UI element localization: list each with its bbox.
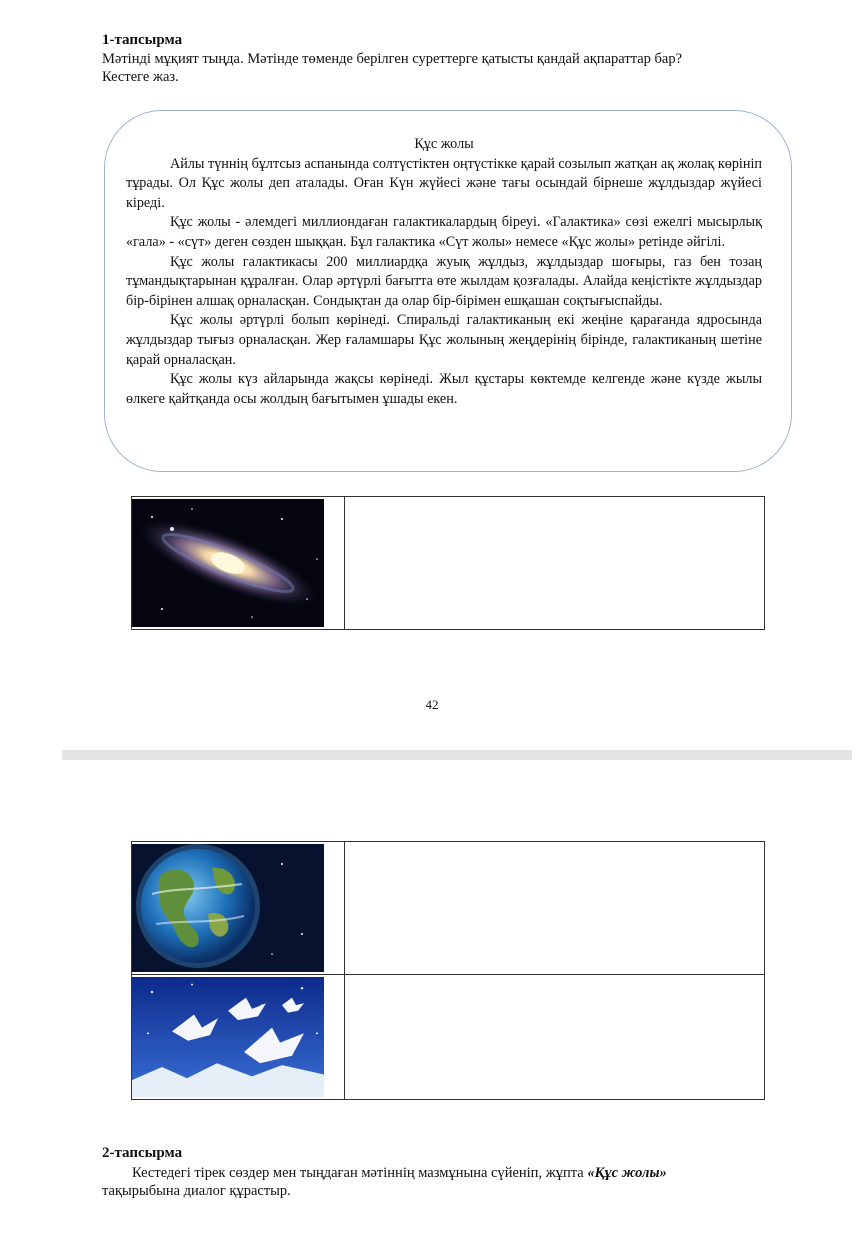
passage-paragraph: Құс жолы - әлемдегі миллиондаған галактикалардың біреуі. «Галактика» сөзі ежелгі мысырлық «гала» - «сүт» деген сөзден шыққан. Бұл галактика «Сүт жолы» немесе «Құс жолы» ретінде әйгілі.	[126, 214, 762, 250]
table-row	[132, 975, 765, 1100]
task1-title: 1-тапсырма	[102, 32, 183, 48]
answer-cell[interactable]	[345, 842, 765, 975]
image-cell	[132, 842, 345, 975]
task2-topic: «Құс жолы»	[587, 1165, 667, 1181]
passage-paragraph: Құс жолы әртүрлі болып көрінеді. Спиральді галактиканың екі жеңіне қарағанда ядросында жұлдыздар тығыз орналасқан. Жер ғаламшары Құс жолының жеңдерінің бірінде, галактиканың шетіне қарай орналасқан.	[126, 312, 762, 368]
table-row	[132, 842, 765, 975]
answer-cell[interactable]	[345, 497, 765, 630]
answer-table-2	[131, 841, 765, 1100]
passage	[126, 135, 762, 409]
passage-paragraph: Айлы түннің бұлтсыз аспанында солтүстіктен оңтүстікке қарай созылып жатқан ақ жолақ көрініп тұрады. Ол Құс жолы деп аталады. Оған Күн жүйесі және тағы осындай бірнеше жұлдыздар жүйесі кіреді.	[126, 155, 762, 211]
earth-image	[132, 844, 324, 972]
task2-text-part1: Кестедегі тірек сөздер мен тыңдаған мәтіннің мазмұнына сүйеніп, жұпта	[132, 1165, 588, 1181]
passage-title: Құс жолы	[414, 136, 474, 152]
task1-instruction-line1: Мәтінді мұқият тыңда. Мәтінде төменде берілген суреттерге қатысты қандай ақпараттар бар?	[102, 51, 683, 67]
passage-paragraph: Құс жолы күз айларында жақсы көрінеді. Жыл құстары көктемде келгенде және күзде жылы өлкеге қайтқанда осы жолдың бағытымен ұшады екен.	[126, 371, 762, 407]
galaxy-image	[132, 499, 324, 627]
image-cell	[132, 975, 345, 1100]
page-separator	[62, 750, 852, 760]
table-row	[132, 497, 765, 630]
task2-instruction	[102, 1164, 792, 1200]
task2-text-part2: тақырыбына диалог құрастыр.	[102, 1183, 291, 1199]
image-cell	[132, 497, 345, 630]
page-2	[0, 760, 864, 1255]
passage-paragraph: Құс жолы галактикасы 200 миллиардқа жуық жұлдыз, жұлдыздар шоғыры, газ бен тозаң тұмандықтарынан құралған. Олар әртүрлі бағытта өте жылдам қозғалады. Алайда кеңістікте жұлдыздар бір-бірінен алшақ орналасқан. Сондықтан да олар бір-бірімен ешқашан соқтығыспайды.	[126, 253, 762, 309]
task2-title: 2-тапсырма	[102, 1145, 183, 1161]
answer-cell[interactable]	[345, 975, 765, 1100]
task1-instruction-line2: Кестеге жаз.	[102, 69, 179, 85]
flying-birds-image	[132, 977, 324, 1097]
task1-instruction	[102, 50, 802, 86]
answer-table-1	[131, 496, 765, 630]
page-number: 42	[425, 697, 439, 712]
